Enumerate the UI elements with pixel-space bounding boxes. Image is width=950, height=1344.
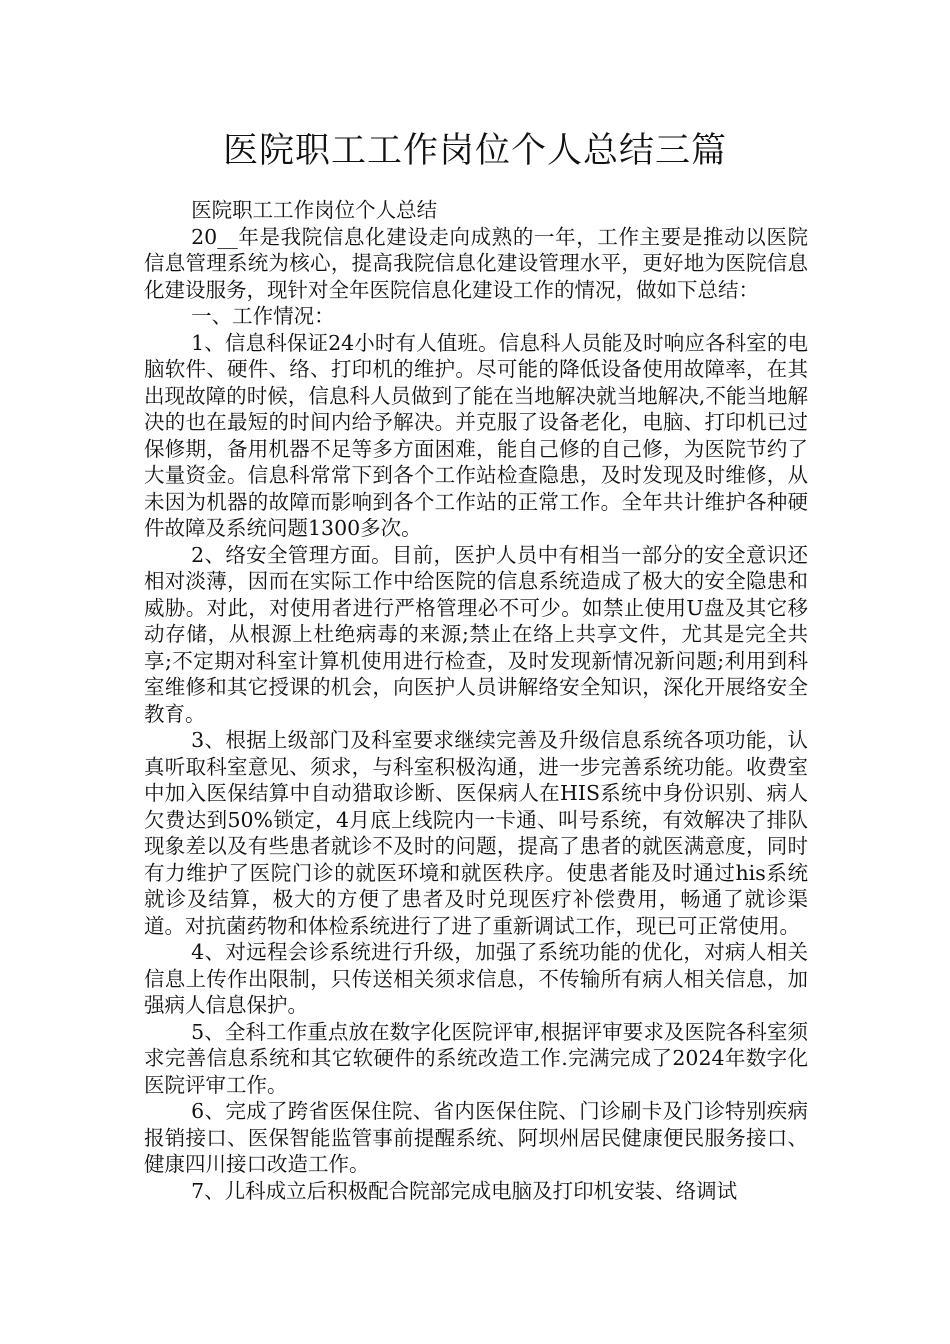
paragraph-item-5: 5、全科工作重点放在数字化医院评审,根据评审要求及医院各科室须求完善信息系统和其它软硬件的系统改造工作.完满完成了2024年数字化医院评审工作。 (144, 1019, 808, 1097)
paragraph-item-2: 2、络安全管理方面。目前，医护人员中有相当一部分的安全意识还相对淡薄，因而在实际工作中给医院的信息系统造成了极大的安全隐患和威胁。对此，对使用者进行严格管理必不可少。如禁止使用U盘及其它移动存储，从根源上杜绝病毒的来源;禁止在络上共享文件，尤其是完全共享;不定期对科室计算机使用进行检查，及时发现新情况新问题;利用到科室维修和其它授课的机会，向医护人员讲解络安全知识，深化开展络安全教育。 (144, 542, 808, 726)
paragraph-item-4: 4、对远程会诊系统进行升级，加强了系统功能的优化，对病人相关信息上传作出限制，只传送相关须求信息，不传输所有病人相关信息，加强病人信息保护。 (144, 940, 808, 1017)
paragraph-item-1: 1、信息科保证24小时有人值班。信息科人员能及时响应各科室的电脑软件、硬件、络、打印机的维护。尽可能的降低设备使用故障率，在其出现故障的时候，信息科人员做到了能在当地解决就当地解决,不能当地解决的也在最短的时间内给予解决。并克服了设备老化，电脑、打印机已过保修期，备用机器不足等多方面困难，能自己修的自己修，为医院节约了大量资金。信息科常常下到各个工作站检查隐患，及时发现及时维修，从未因为机器的故障而影响到各个工作站的正常工作。全年共计维护各种硬件故障及系统问题1300多次。 (144, 330, 808, 540)
paragraph-item-3: 3、根据上级部门及科室要求继续完善及升级信息系统各项功能，认真听取科室意见、须求，与科室积极沟通，进一步完善系统功能。收费室中加入医保结算中自动猎取诊断、医保病人在HIS系统中身份识别、病人欠费达到50%锁定，4月底上线院内一卡通、叫号系统，有效解决了排队现象差以及有些患者就诊不及时的问题，提高了患者的就医满意度，同时有力维护了医院门诊的就医环境和就医秩序。使患者能及时通过his系统就诊及结算，极大的方便了患者及时兑现医疗补偿费用，畅通了就诊渠道。对抗菌药物和体检系统进行了进了重新调试工作，现已可正常使用。 (144, 728, 808, 938)
work-status-heading: 一、工作情况： (191, 304, 335, 328)
section-heading: 医院职工工作岗位个人总结 (191, 198, 438, 222)
paragraph-item-6: 6、完成了跨省医保住院、省内医保住院、门诊刷卡及门诊特别疾病报销接口、医保智能监管事前提醒系统、阿坝州居民健康便民服务接口、健康四川接口改造工作。 (144, 1099, 808, 1176)
document-body (144, 197, 808, 1204)
intro-paragraph: 20__年是我院信息化建设走向成熟的一年，工作主要是推动以医院信息管理系统为核心，提高我院信息化建设管理水平，更好地为医院信息化建设服务，现针对全年医院信息化建设工作的情况，做如下总结： (144, 224, 808, 302)
document-title: 医院职工工作岗位个人总结三篇 (222, 131, 727, 171)
paragraph-item-7: 7、儿科成立后积极配合院部完成电脑及打印机安装、络调试 (191, 1178, 738, 1203)
